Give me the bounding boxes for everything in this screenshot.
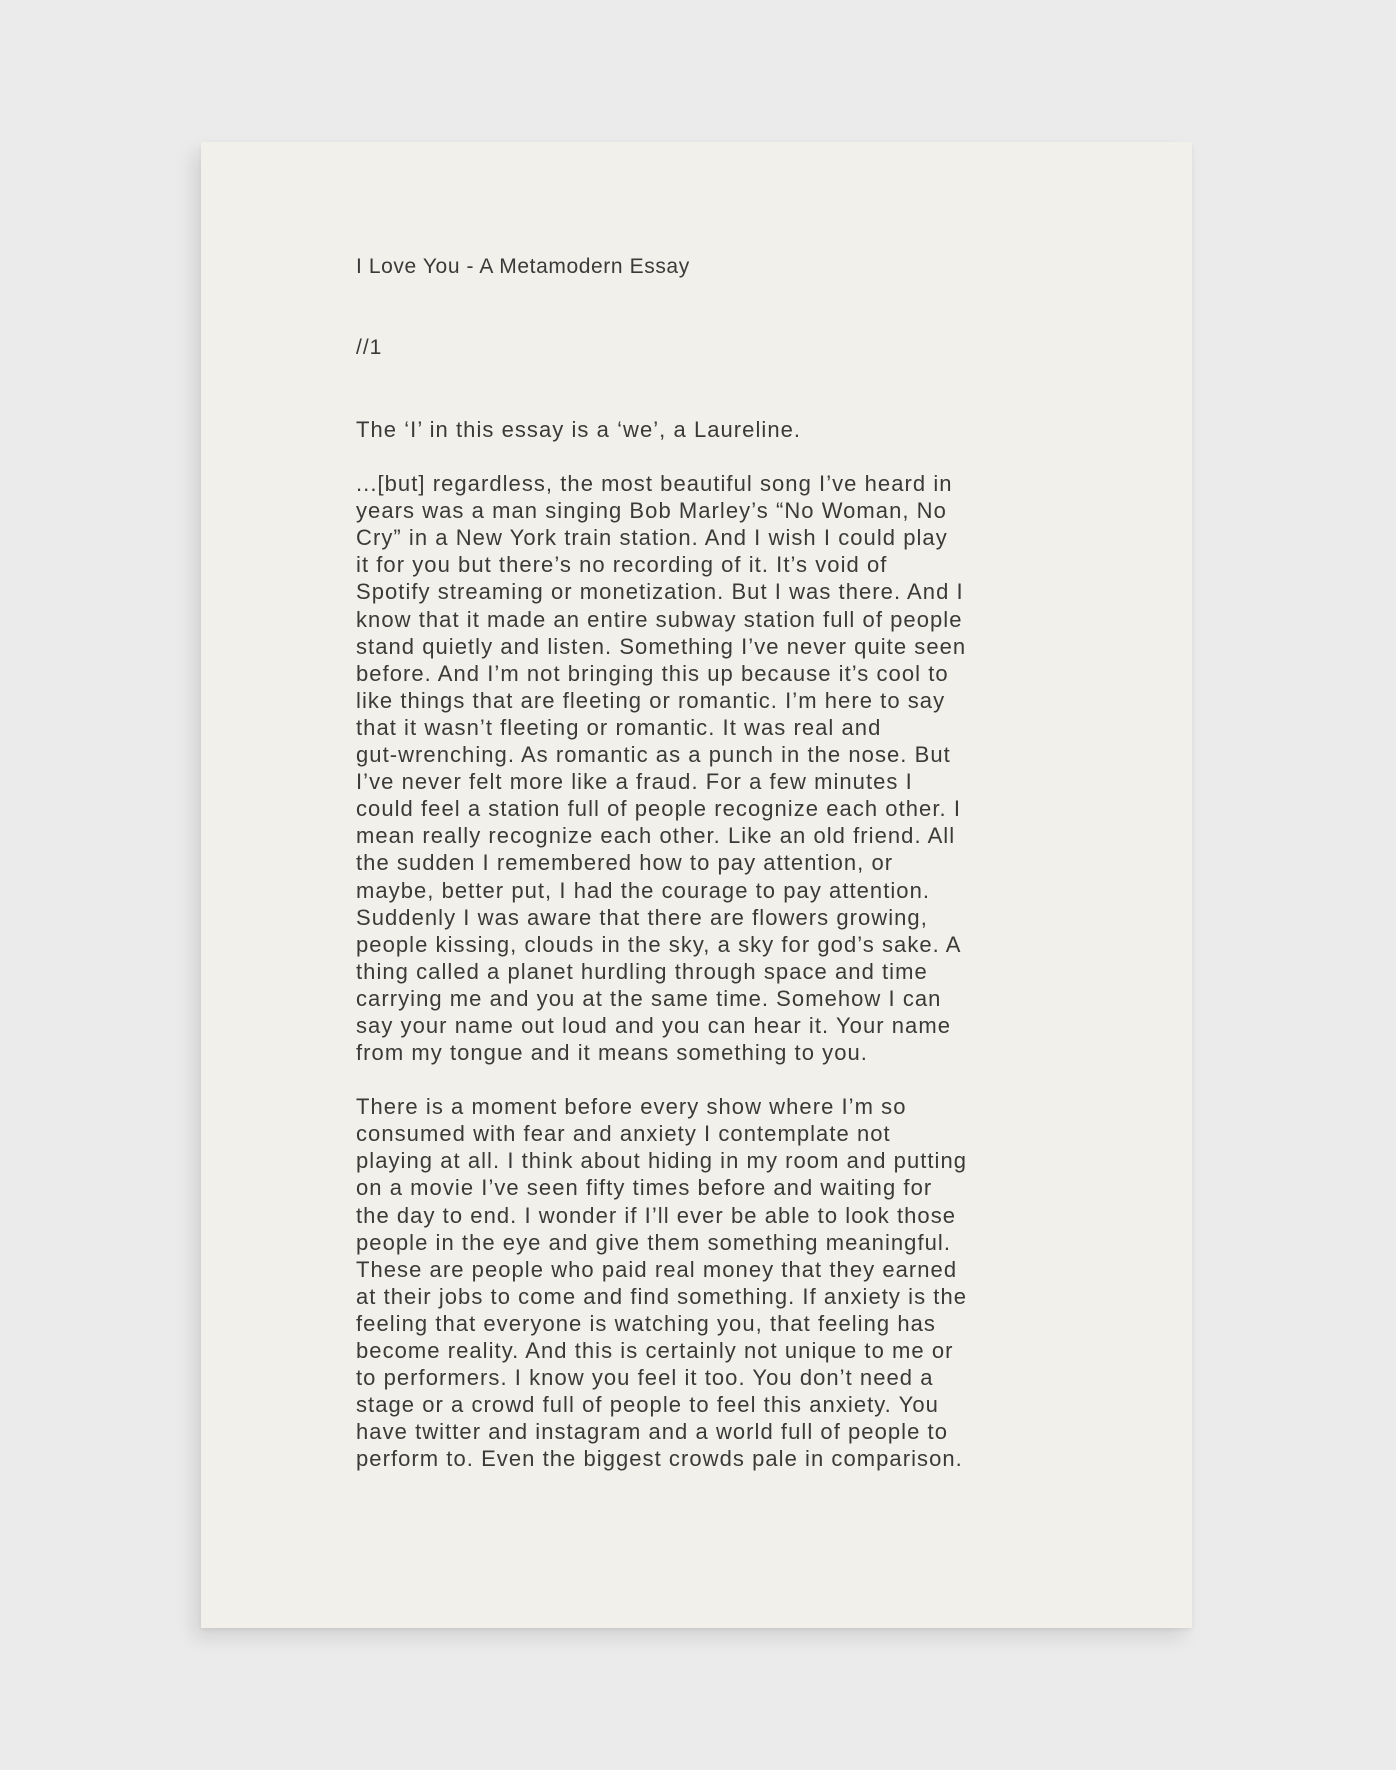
paragraph-line: the sudden I remembered how to pay attention, or [356, 850, 894, 876]
paragraph-line: feeling that everyone is watching you, that feeling has [356, 1310, 936, 1336]
paragraph-line: stand quietly and listen. Something I’ve never quite seen [356, 633, 967, 659]
essay-body [356, 416, 1071, 1499]
essay-title: I Love You - A Metamodern Essay [356, 255, 690, 278]
section-number: //1 [356, 336, 383, 359]
paragraph-line: that it wasn’t fleeting or romantic. It was real and [356, 714, 882, 740]
paragraph-line: before. And I’m not bringing this up because it’s cool to [356, 660, 949, 686]
paragraph-line: gut-wrenching. As romantic as a punch in the nose. But [356, 742, 951, 768]
paragraph-line: people kissing, clouds in the sky, a sky for god’s sake. A [356, 931, 962, 957]
paragraph-line: Spotify streaming or monetization. But I was there. And I [356, 579, 964, 605]
paragraph-line: become reality. And this is certainly not unique to me or [356, 1338, 954, 1363]
paragraph-line: people in the eye and give them something meaningful. [356, 1229, 952, 1255]
paragraph-line: at their jobs to come and find something. If anxiety is the [356, 1283, 968, 1309]
paragraph-line: maybe, better put, I had the courage to pay attention. [356, 877, 931, 903]
paragraph-line: playing at all. I think about hiding in my room and putting [356, 1148, 968, 1174]
paragraph-line: to performers. I know you feel it too. You don’t need a [356, 1365, 934, 1391]
paragraph-line: could feel a station full of people recognize each other. I [356, 796, 961, 822]
essay-paragraph [356, 416, 1071, 443]
paragraph-line: consumed with fear and anxiety I contemplate not [356, 1121, 891, 1147]
essay-paragraph [356, 470, 1071, 1066]
paragraph-line: thing called a planet hurdling through space and time [356, 958, 928, 984]
essay-paragraph [356, 1093, 1071, 1472]
paragraph-line: mean really recognize each other. Like an old friend. All [356, 823, 956, 849]
paragraph-line: The ‘I’ in this essay is a ‘we’, a Laureline. [356, 417, 802, 442]
paragraph-line: stage or a crowd full of people to feel this anxiety. You [356, 1392, 939, 1418]
paragraph-line: I’ve never felt more like a fraud. For a few minutes I [356, 769, 913, 795]
paragraph-line: like things that are fleeting or romantic. I’m here to say [356, 687, 946, 713]
paragraph-line: Suddenly I was aware that there are flowers growing, [356, 904, 928, 930]
paragraph-line: years was a man singing Bob Marley’s “No Woman, No [356, 498, 947, 524]
paragraph-line: have twitter and instagram and a world full of people to [356, 1419, 948, 1445]
paragraph-line: say your name out loud and you can hear it. Your name [356, 1012, 952, 1038]
paragraph-line: from my tongue and it means something to you. [356, 1040, 868, 1066]
paragraph-line: on a movie I’ve seen fifty times before and waiting for [356, 1175, 933, 1201]
paragraph-line: it for you but there’s no recording of it. It’s void of [356, 552, 888, 578]
paragraph-line: ...[but] regardless, the most beautiful song I’ve heard in [356, 471, 953, 497]
paragraph-line: These are people who paid real money that they earned [356, 1256, 958, 1282]
paragraph-line: the day to end. I wonder if I’ll ever be able to look those [356, 1202, 957, 1228]
paragraph-line: Cry” in a New York train station. And I wish I could play [356, 525, 948, 551]
paragraph-line: carrying me and you at the same time. Somehow I can [356, 985, 942, 1011]
paragraph-line: know that it made an entire subway station full of people [356, 606, 963, 632]
paper-sheet [201, 142, 1192, 1628]
paragraph-line: perform to. Even the biggest crowds pale in comparison. [356, 1446, 963, 1472]
paragraph-line: There is a moment before every show where I’m so [356, 1094, 907, 1120]
